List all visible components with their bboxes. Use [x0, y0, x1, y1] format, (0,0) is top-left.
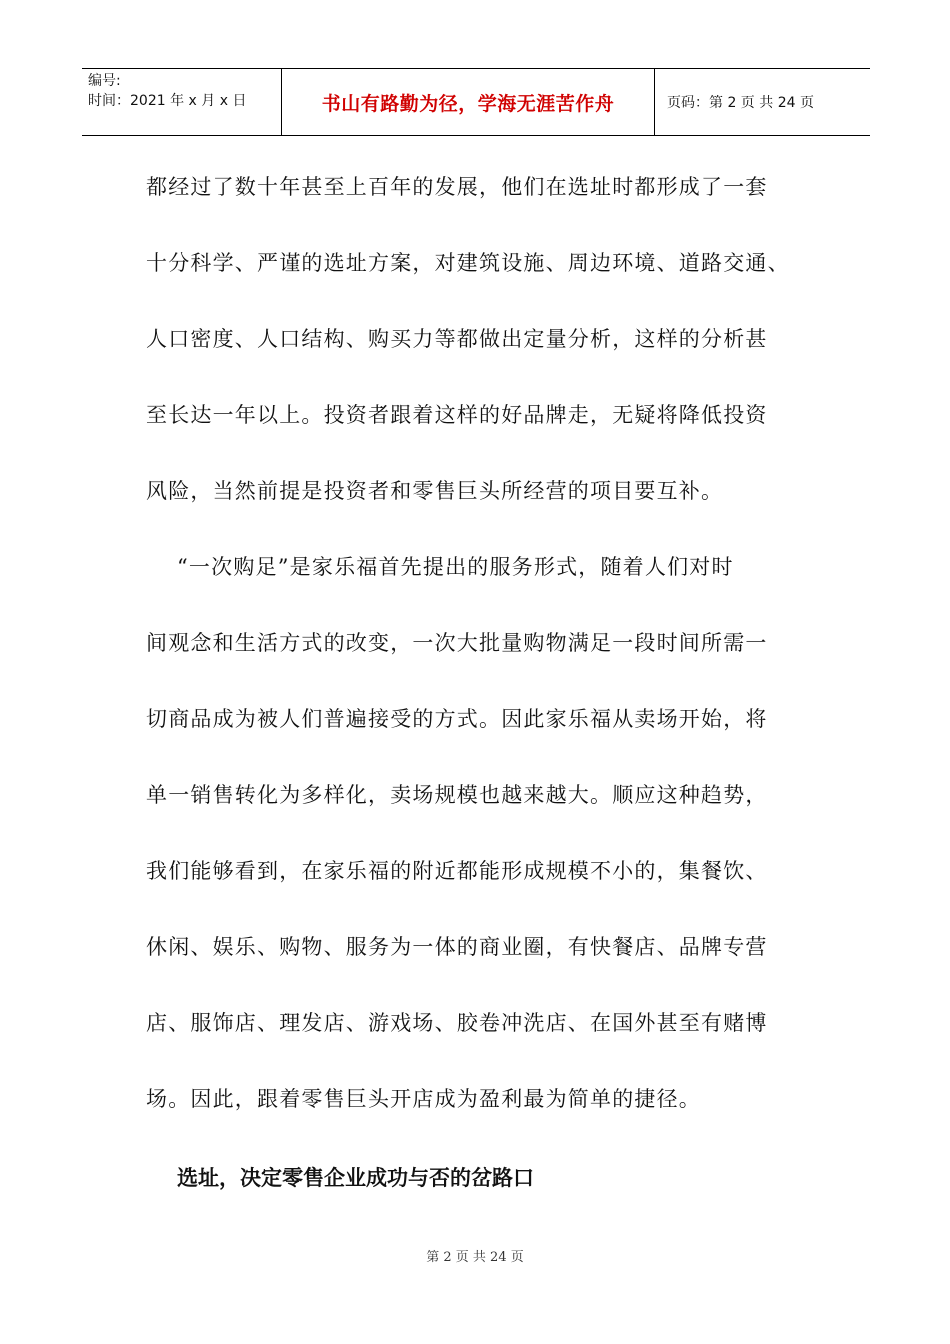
page-header [82, 68, 870, 136]
header-info-cell [82, 69, 282, 135]
header-page-code: 页码：第 2 页 共 24 页 [667, 95, 814, 111]
header-page-code-cell [655, 69, 870, 135]
body-line: 十分科学、严谨的选址方案，对建筑设施、周边环境、道路交通、 [146, 251, 790, 275]
body-line: 人口密度、人口结构、购买力等都做出定量分析，这样的分析甚 [146, 327, 768, 351]
header-motto-cell [282, 69, 655, 135]
body-line: 间观念和生活方式的改变，一次大批量购物满足一段时间所需一 [146, 631, 768, 655]
body-line: 单一销售转化为多样化，卖场规模也越来越大。顺应这种趋势， [146, 783, 768, 807]
body-line: 切商品成为被人们普遍接受的方式。因此家乐福从卖场开始，将 [146, 707, 768, 731]
body-line: 我们能够看到，在家乐福的附近都能形成规模不小的，集餐饮、 [146, 859, 768, 883]
body-line: 风险，当然前提是投资者和零售巨头所经营的项目要互补。 [146, 479, 724, 503]
body-line: 休闲、娱乐、购物、服务为一体的商业圈，有快餐店、品牌专营 [146, 935, 768, 959]
header-motto: 书山有路勤为径，学海无涯苦作舟 [321, 92, 615, 115]
document-number-label: 编号: [88, 73, 121, 89]
body-line: 场。因此，跟着零售巨头开店成为盈利最为简单的捷径。 [146, 1087, 701, 1111]
document-time-label: 时间：2021 年 x 月 x 日 [88, 93, 247, 109]
section-heading: 选址，决定零售企业成功与否的岔路口 [177, 1166, 534, 1190]
body-line: 都经过了数十年甚至上百年的发展，他们在选址时都形成了一套 [146, 175, 768, 199]
page-footer: 第 2 页 共 24 页 [426, 1250, 524, 1265]
body-line: 店、服饰店、理发店、游戏场、胶卷冲洗店、在国外甚至有赌博 [146, 1011, 768, 1035]
body-line: 至长达一年以上。投资者跟着这样的好品牌走，无疑将降低投资 [146, 403, 768, 427]
body-line: “一次购足”是家乐福首先提出的服务形式，随着人们对时 [177, 555, 734, 579]
